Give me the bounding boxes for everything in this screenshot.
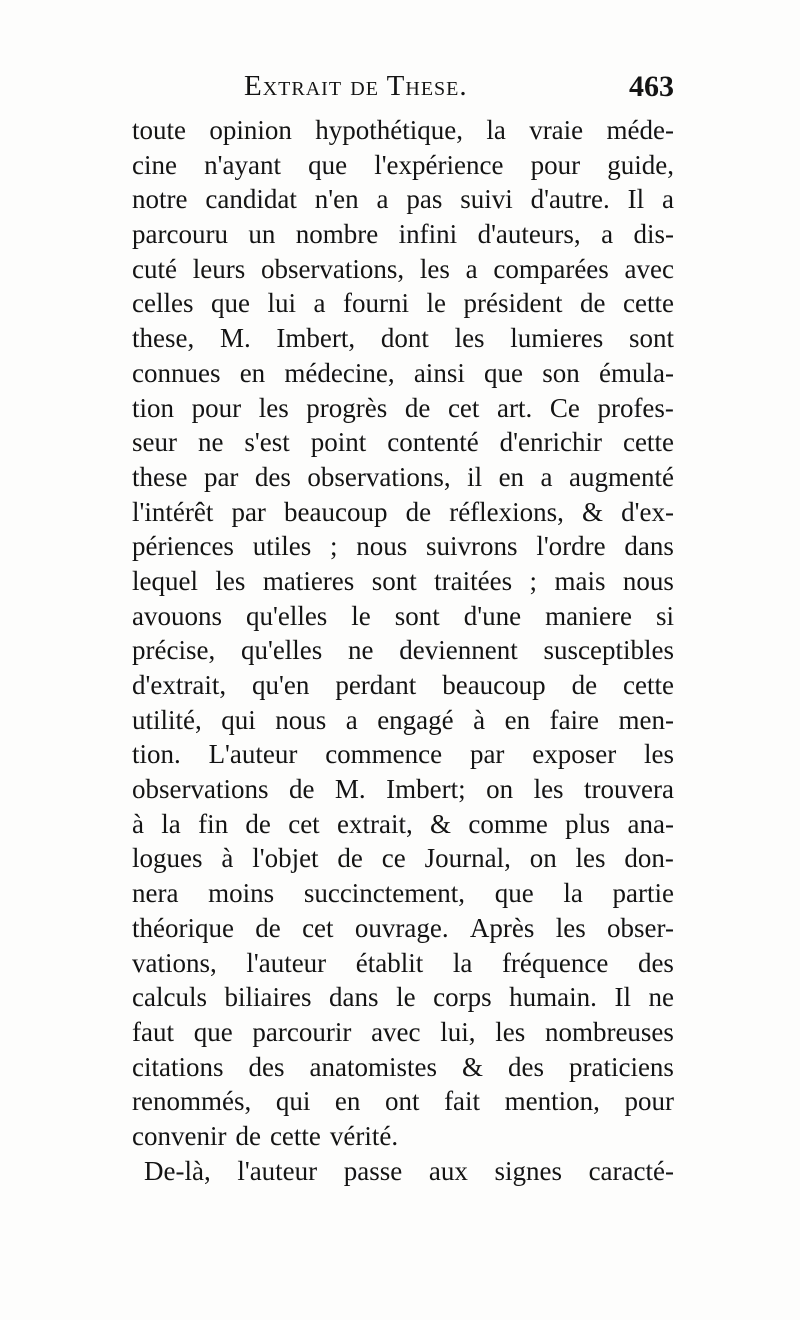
text-line [132,182,674,217]
text-line [132,425,674,460]
word: cet [288,808,320,839]
word: en [239,357,266,388]
word: leurs [192,253,246,284]
text-line [132,911,674,946]
word: avec [371,1016,421,1047]
word: commence [325,739,443,770]
word: observations, [307,461,451,492]
word: les [643,739,674,770]
word: Après [469,912,535,943]
body-text [132,113,674,1188]
word: de [245,808,271,839]
text-line [132,841,674,876]
word: dans [329,982,379,1013]
word: exposer [532,739,617,770]
word: faut [132,1016,174,1047]
word: ana- [627,808,674,839]
word: des [507,1051,544,1082]
word: observations [132,774,269,805]
word: mais [554,565,606,596]
word: a [662,184,674,215]
word: l'intérêt [132,496,214,527]
word: les [533,774,564,805]
word: pour [191,392,242,423]
word: cet [447,392,480,423]
word: candidat [205,184,297,215]
word: la [161,808,181,839]
word: a [345,704,358,735]
word: a [601,219,614,250]
word: a [313,288,326,319]
word: a [376,184,389,215]
word: comme [468,808,548,839]
text-line [132,391,674,426]
word: les [555,912,586,943]
word: qu'en [252,670,310,700]
word: réflexions, [449,496,564,527]
word: on [529,843,557,874]
word: d'ex- [621,496,674,527]
word: si [655,600,674,631]
word: maniere [545,600,633,631]
word: n'en [314,184,359,215]
word: des [254,461,291,492]
word: par [203,461,239,492]
word: de [580,288,606,319]
word: vraie [529,115,584,145]
word: deviennent [399,635,518,666]
word: d'une [463,600,522,631]
text-line [132,946,674,981]
word: les [258,392,289,423]
word: L'auteur [208,739,298,770]
word: d'enrichir [499,427,602,458]
word: lui [267,288,296,319]
word: s'est [244,427,290,458]
word: avouons [132,600,222,631]
word: humain. [509,982,597,1013]
word: parcourir [252,1016,352,1047]
word: n'ayant [204,149,281,180]
word: notre [132,184,188,215]
word: ouvrage. [354,912,449,943]
word: cette [623,670,674,700]
text-line [132,564,674,599]
word: un [248,219,276,250]
word: lumieres [510,323,604,354]
text-line [132,148,674,183]
text-line [132,356,674,391]
word: fourni [343,288,409,319]
word: Il [627,184,645,215]
word: il [467,461,483,492]
word: de [404,392,431,423]
word: art. [497,392,533,423]
word: que [484,357,524,388]
word: pour [624,1086,674,1117]
word: en [498,461,525,492]
word: & [430,808,452,839]
word: mention, [504,1086,600,1117]
text-line [132,668,674,703]
word: M. [334,774,366,805]
word: les [215,565,246,596]
word: caracté- [588,1155,674,1186]
word: président [463,288,563,319]
word: par [469,739,505,770]
word: citations [132,1051,224,1082]
word: anatomistes [309,1051,437,1082]
word: précise, [132,635,216,666]
text-line [132,286,674,321]
word: suivrons [426,531,518,562]
word: qui [275,1086,311,1117]
word: & [461,1051,483,1082]
word: these [132,461,188,492]
word: convenir [132,1120,227,1151]
word: suivi [460,184,513,215]
word: fait [444,1086,481,1117]
word: nous [275,704,327,735]
word: que [193,1016,233,1047]
word: établit [355,947,424,978]
word: a [465,253,478,284]
text-line [132,599,674,634]
text-line [132,807,674,842]
running-title: Extrait de These. [244,70,468,102]
word: De-là, [144,1155,211,1186]
word: lequel [132,565,198,596]
word: qui [221,704,256,735]
word: cine [132,149,177,180]
word: dans [624,531,674,562]
word: aux [428,1155,468,1186]
word: perdant [335,670,417,700]
word: sont [371,565,417,596]
word: passe [343,1155,403,1186]
word: les [495,1016,526,1047]
word: tion [132,392,175,423]
word: périences [132,531,234,562]
word: toute [132,115,186,145]
word: son [542,357,580,388]
word: des [637,947,674,978]
word: à [221,843,234,874]
word: les [454,323,485,354]
word: pour [530,149,581,180]
word: en [504,704,531,735]
word: avec [624,253,674,284]
text-line [132,1154,674,1189]
text-line [132,252,674,287]
word: corps [433,982,492,1013]
text-line [132,529,674,564]
word: a [540,461,553,492]
word: l'auteur [237,1155,318,1186]
text-line [132,876,674,911]
word: ne [348,635,374,666]
word: de [405,496,432,527]
word: praticiens [568,1051,674,1082]
text-line [132,633,674,668]
word: partie [612,878,674,909]
word: utiles [252,531,312,562]
word: succinctement, [303,878,466,909]
text-line [132,1015,674,1050]
word: logues [132,843,203,874]
word: plus [565,808,611,839]
text-line [132,737,674,772]
word: de [337,843,363,874]
word: beaucoup [284,496,388,527]
word: utilité, [132,704,202,735]
word: ; [329,531,338,562]
word: hypothétique, [315,115,463,145]
word: connues [132,357,221,388]
word: nous [356,531,408,562]
word: Il [614,982,631,1013]
word: de [235,1120,261,1151]
word: ce [381,843,406,874]
word: trouvera [584,774,674,805]
page-number: 463 [629,70,674,103]
text-line [132,980,674,1015]
word: dis- [633,219,674,250]
word: cette [269,1120,321,1151]
word: les [419,253,450,284]
word: l'objet [252,843,319,874]
word: nombre [295,219,379,250]
word: le [351,600,371,631]
word: men- [618,704,674,735]
word: qu'elles [240,635,323,666]
word: cuté [132,253,177,284]
word: vations, [132,947,217,978]
word: ne [648,982,674,1013]
text-line [132,495,674,530]
word: la [563,878,583,909]
word: infini [398,219,458,250]
word: méde- [606,115,674,145]
word: engagé [377,704,454,735]
word: en [334,1086,361,1117]
word: Imbert, [276,323,356,354]
word: ; [529,565,538,596]
word: seur [132,427,177,458]
running-head [132,68,674,112]
word: faire [549,704,600,735]
word: de [255,912,281,943]
word: pas [406,184,443,215]
word: sont [394,600,440,631]
word: que [308,149,348,180]
word: l'auteur [246,947,327,978]
word: matieres [262,565,355,596]
word: médecine, [284,357,395,388]
word: ne [197,427,224,458]
word: point [310,427,367,458]
text-line [132,1119,674,1154]
word: profes- [597,392,674,423]
word: these, [132,323,195,354]
word: d'extrait, [132,670,227,700]
word: la [486,115,506,145]
word: observations, [260,253,405,284]
word: comparées [493,253,609,284]
word: signes [494,1155,562,1186]
word: qu'elles [245,600,328,631]
word: d'auteurs, [477,219,581,250]
word: Imbert; [386,774,466,805]
word: renommés, [132,1086,252,1117]
word: à [473,704,486,735]
word: nera [132,878,179,909]
word: à [132,808,144,839]
word: susceptibles [543,635,674,666]
text-line [132,113,674,148]
text-line [132,217,674,252]
word: obser- [607,912,674,943]
text-line [132,1050,674,1085]
word: progrès [306,392,388,423]
word: tion. [132,739,181,770]
word: nombreuses [544,1016,674,1047]
word: biliaires [224,982,312,1013]
word: que [210,288,250,319]
word: don- [624,843,674,874]
word: l'ordre [536,531,606,562]
word: extrait, [337,808,413,839]
word: sont [628,323,674,354]
word: opinion [209,115,292,145]
word: cet [302,912,334,943]
word: celles [132,288,194,319]
text-line [132,321,674,356]
word: nous [622,565,674,596]
word: vérité. [329,1120,399,1151]
word: & [582,496,604,527]
word: augmenté [568,461,674,492]
word: guide, [607,149,674,180]
word: fréquence [501,947,609,978]
word: moins [208,878,275,909]
text-line [132,460,674,495]
word: beaucoup [442,670,546,700]
word: cette [622,427,674,458]
word: la [452,947,473,978]
word: que [494,878,534,909]
word: cette [623,288,674,319]
word: M. [219,323,251,354]
word: Ce [549,392,580,423]
word: par [231,496,266,527]
word: traitées [434,565,513,596]
word: les [575,843,606,874]
word: calculs [132,982,207,1013]
word: l'expérience [374,149,504,180]
word: le [396,982,416,1013]
word: de [288,774,315,805]
word: de [571,670,598,700]
word: ainsi [413,357,465,388]
word: lui, [440,1016,476,1047]
word: fin [198,808,229,839]
word: des [248,1051,285,1082]
word: le [426,288,447,319]
word: théorique [132,912,234,943]
word: d'autre. [530,184,610,215]
word: Journal, [424,843,511,874]
word: dont [380,323,429,354]
word: ont [384,1086,420,1117]
text-line [132,703,674,738]
word: émula- [598,357,674,388]
word: contenté [387,427,479,458]
word: parcouru [132,219,228,250]
text-line [132,772,674,807]
word: on [486,774,514,805]
text-line [132,1084,674,1119]
